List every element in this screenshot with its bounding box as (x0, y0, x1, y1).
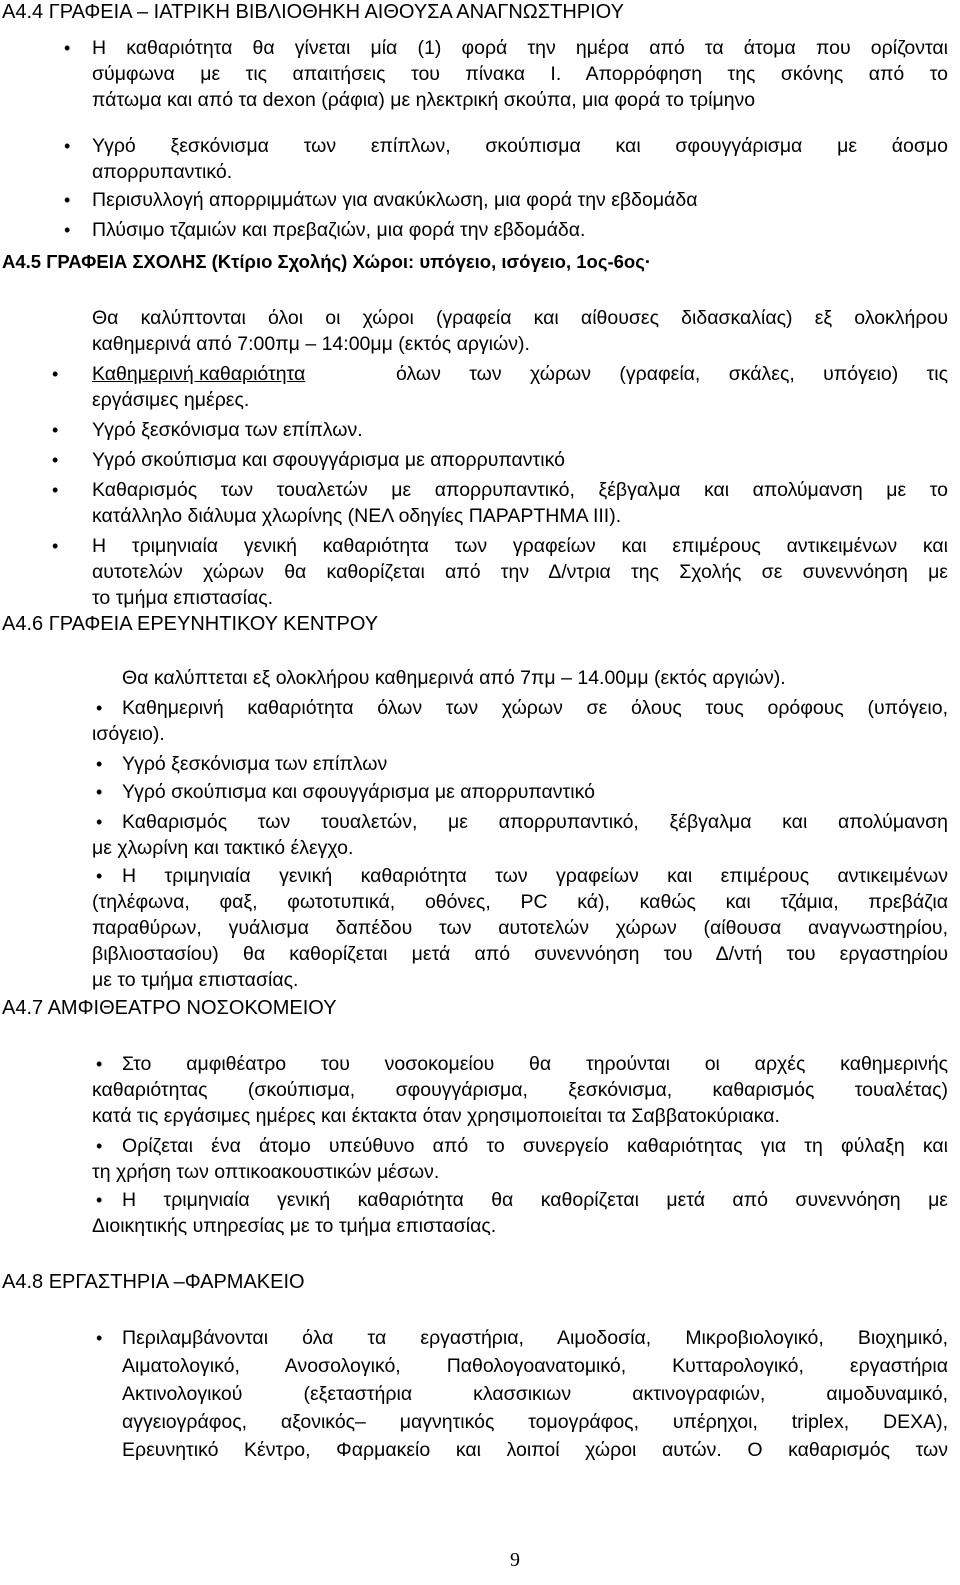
paragraph-line: σύμφωνα με τις απαιτήσεις του πίνακα Ι. Απορρόφηση της σκόνης από το (92, 63, 948, 85)
paragraph-line: τη χρήση των οπτικοακουστικών μέσων. (92, 1161, 440, 1183)
paragraph-line: Υγρό ξεσκόνισμα των επίπλων (122, 753, 388, 775)
paragraph-line: Η καθαριότητα θα γίνεται μία (1) φορά την ημέρα από τα άτομα που ορίζονται (92, 37, 948, 59)
paragraph-line: ισόγειο). (92, 723, 165, 745)
paragraph-line: Αιματολογικό, Ανοσολογικό, Παθολογοανατομικό, Κυτταρολογικό, εργαστήρια (122, 1355, 948, 1377)
bullet-icon: • (64, 220, 71, 240)
paragraph-line: καθημερινά από 7:00πμ – 14:00μμ (εκτός αργιών). (92, 333, 530, 355)
bullet-icon: • (64, 38, 71, 58)
bullet-icon: • (52, 450, 59, 470)
bullet-icon: • (52, 536, 59, 556)
paragraph-line: Η τριμηνιαία γενική καθαριότητα των γραφείων και επιμέρους αντικειμένων (122, 865, 948, 887)
paragraph-line: Καθαρισμός των τουαλετών με απορρυπαντικό, ξέβγαλμα και απολύμανση με το (92, 479, 948, 501)
paragraph-line: Ορίζεται ένα άτομο υπεύθυνο από το συνεργείο καθαριότητας για τη φύλαξη και (122, 1135, 948, 1157)
paragraph-line: Καθαρισμός των τουαλετών, με απορρυπαντικό, ξέβγαλμα και απολύμανση (122, 811, 948, 833)
paragraph-line: εργάσιμες ημέρες. (92, 389, 250, 411)
paragraph-line: Η τριμηνιαία γενική καθαριότητα των γραφείων και επιμέρους αντικειμένων και (92, 535, 948, 557)
bullet-icon: • (96, 812, 103, 832)
paragraph-line: Διοικητικής υπηρεσίας με το τμήμα επιστασίας. (92, 1215, 497, 1237)
paragraph-line: καθαριότητας (σκούπισμα, σφουγγάρισμα, ξεσκόνισμα, καθαρισμός τουαλέτας) (92, 1079, 948, 1101)
paragraph-line: Υγρό σκούπισμα και σφουγγάρισμα με απορρυπαντικό (92, 449, 565, 471)
bullet-icon: • (52, 480, 59, 500)
paragraph-line: όλων των χώρων (γραφεία, σκάλες, υπόγειο) τις (396, 363, 948, 385)
section-heading-a4-4: Α4.4 ΓΡΑΦΕΙΑ – ΙΑΤΡΙΚΗ ΒΙΒΛΙΟΘΗΚΗ ΑΙΘΟΥΣΑ ΑΝΑΓΝΩΣΤΗΡΙΟΥ (2, 1, 624, 23)
paragraph-line: Υγρό σκούπισμα και σφουγγάρισμα με απορρυπαντικό (122, 781, 595, 803)
paragraph-line: Υγρό ξεσκόνισμα των επίπλων, σκούπισμα και σφουγγάρισμα με άοσμο (92, 135, 948, 157)
paragraph-line: με χλωρίνη και τακτικό έλεγχο. (92, 837, 354, 859)
paragraph-line: παραθύρων, γυάλισμα δαπέδου των αυτοτελών χώρων (αίθουσα αναγνωστηρίου, (92, 917, 948, 939)
bullet-icon: • (52, 364, 59, 384)
paragraph-line: πάτωμα και από τα dexon (ράφια) με ηλεκτρική σκούπα, μια φορά το τρίμηνο (92, 89, 756, 111)
underlined-phrase: Καθημερινή καθαριότητα (92, 363, 306, 385)
paragraph-line: Πλύσιμο τζαμιών και πρεβαζιών, μια φορά την εβδομάδα. (92, 219, 586, 241)
bullet-icon: • (96, 698, 103, 718)
section-heading-a4-5: Α4.5 ΓΡΑΦΕΙΑ ΣΧΟΛΗΣ (Κτίριο Σχολής) Χώροι: υπόγειο, ισόγειο, 1ος-6ος· (2, 251, 651, 272)
paragraph-line: Θα καλύπτεται εξ ολοκλήρου καθημερινά από 7πμ – 14.00μμ (εκτός αργιών). (122, 667, 786, 689)
paragraph-line: αυτοτελών χώρων θα καθορίζεται από την Δ/ντρια της Σχολής σε συνεννόηση με (92, 561, 948, 583)
paragraph-line: κατά τις εργάσιμες ημέρες και έκτακτα όταν χρησιμοποιείται τα Σαββατοκύριακα. (92, 1105, 780, 1127)
paragraph-line: το τμήμα επιστασίας. (92, 587, 274, 609)
section-heading-a4-7: Α4.7 ΑΜΦΙΘΕΑΤΡΟ ΝΟΣΟΚΟΜΕΙΟΥ (2, 997, 337, 1019)
paragraph-line: Η τριμηνιαία γενική καθαριότητα θα καθορίζεται μετά από συνεννόηση με (122, 1189, 948, 1211)
paragraph-line: (τηλέφωνα, φαξ, φωτοτυπικά, οθόνες, PC κά), καθώς και τζάμια, πρεβάζια (92, 891, 948, 913)
bullet-icon: • (52, 420, 59, 440)
paragraph-line: Περιλαμβάνονται όλα τα εργαστήρια, Αιμοδοσία, Μικροβιολογικό, Βιοχημικό, (122, 1327, 948, 1349)
bullet-icon: • (96, 1054, 103, 1074)
paragraph-line: Ερευνητικό Κέντρο, Φαρμακείο και λοιποί χώροι αυτών. Ο καθαρισμός των (122, 1439, 948, 1461)
bullet-icon: • (96, 1190, 103, 1210)
section-heading-a4-6: Α4.6 ΓΡΑΦΕΙΑ ΕΡΕΥΝΗΤΙΚΟΥ ΚΕΝΤΡΟΥ (2, 613, 379, 635)
bullet-icon: • (64, 190, 71, 210)
paragraph-line: κατάλληλο διάλυμα χλωρίνης (ΝΕΛ οδηγίες ΠΑΡΑΡΤΗΜΑ ΙΙΙ). (92, 505, 622, 527)
bullet-icon: • (96, 1328, 103, 1348)
paragraph-line: αγγειογράφος, αξονικός– μαγνητικός τομογράφος, υπέρηχοι, triplex, DEXA), (122, 1411, 948, 1433)
paragraph-line: Στο αμφιθέατρο του νοσοκομείου θα τηρούνται οι αρχές καθημερινής (122, 1053, 948, 1075)
paragraph-line: απορρυπαντικό. (92, 161, 233, 183)
page-number: 9 (510, 1549, 520, 1571)
bullet-icon: • (96, 1136, 103, 1156)
bullet-icon: • (96, 866, 103, 886)
paragraph-line: με το τμήμα επιστασίας. (92, 969, 299, 991)
bullet-icon: • (96, 754, 103, 774)
paragraph-line: Καθημερινή καθαριότητα όλων των χώρων σε όλους τους ορόφους (υπόγειο, (122, 697, 948, 719)
paragraph-line: Θα καλύπτονται όλοι οι χώροι (γραφεία και αίθουσες διδασκαλίας) εξ ολοκλήρου (92, 307, 948, 329)
paragraph-line: Υγρό ξεσκόνισμα των επίπλων. (92, 419, 363, 441)
paragraph-line: Ακτινολογικού (εξεταστήρια κλασσικιων ακτινογραφιών, αιμοδυναμικό, (122, 1383, 948, 1405)
bullet-icon: • (64, 136, 71, 156)
paragraph-line: βιβλιοστασίου) θα καθορίζεται μετά από συνεννόηση του Δ/ντή του εργαστηρίου (92, 943, 948, 965)
bullet-icon: • (96, 782, 103, 802)
paragraph-line: Περισυλλογή απορριμμάτων για ανακύκλωση, μια φορά την εβδομάδα (92, 189, 698, 211)
section-heading-a4-8: Α4.8 ΕΡΓΑΣΤΗΡΙΑ –ΦΑΡΜΑΚΕΙΟ (2, 1271, 305, 1293)
